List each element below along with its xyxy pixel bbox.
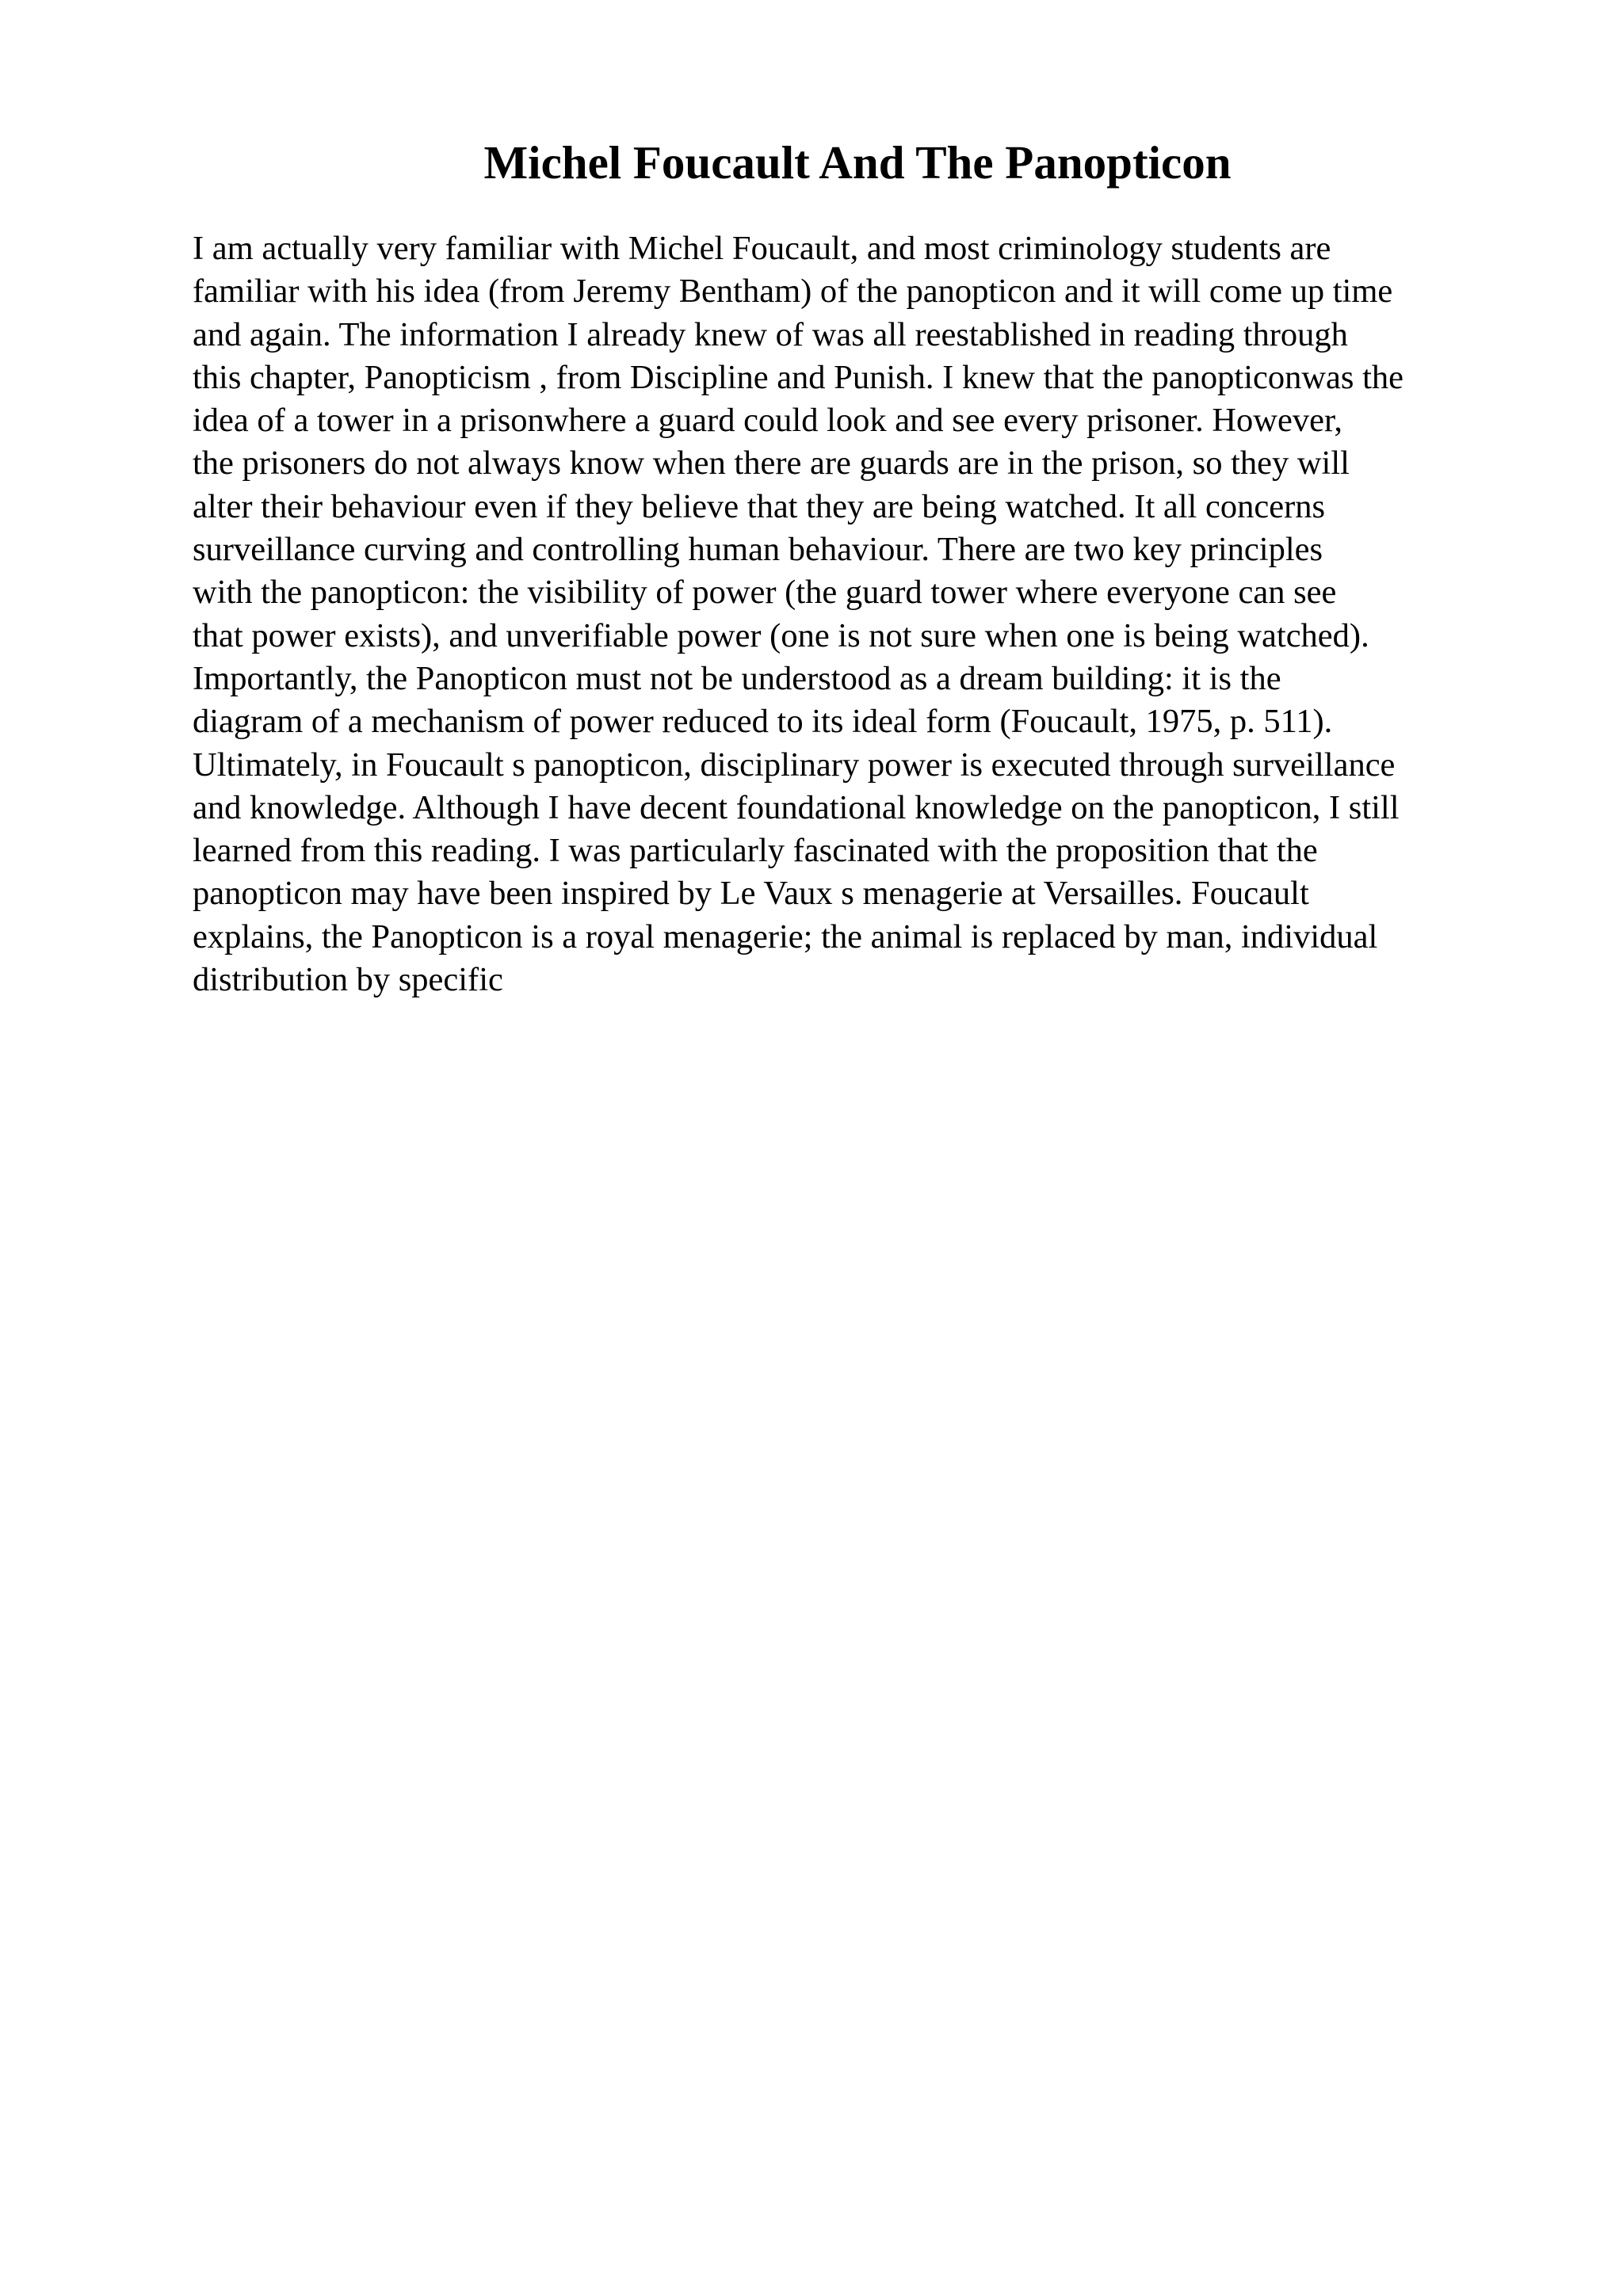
body-text-line: and again. The information I already knew of was all reestablished in reading through (193, 315, 1348, 353)
document-body (193, 227, 1556, 1001)
body-text-line: distribution by specific (193, 961, 503, 999)
body-text-line: familiar with his idea (from Jeremy Bentham) of the panopticon and it will come up time (193, 273, 1393, 311)
body-text-line: I am actually very familiar with Michel Foucault, and most criminology students are (193, 230, 1331, 267)
body-text-line: idea of a tower in a prisonwhere a guard could look and see every prisoner. However, (193, 402, 1343, 440)
body-text-line: learned from this reading. I was particularly fascinated with the proposition that the (193, 832, 1318, 870)
body-text-line: this chapter, Panopticism , from Discipline and Punish. I knew that the panopticonwas the (193, 358, 1404, 396)
body-text-line: diagram of a mechanism of power reduced to its ideal form (Foucault, 1975, p. 511). (193, 703, 1333, 741)
body-text-line: surveillance curving and controlling human behaviour. There are two key principles (193, 531, 1323, 569)
body-text-line: panopticon may have been inspired by Le Vaux s menagerie at Versailles. Foucault (193, 875, 1309, 913)
body-text-line: alter their behaviour even if they believe that they are being watched. It all concerns (193, 487, 1326, 525)
body-text-line: Importantly, the Panopticon must not be understood as a dream building: it is the (193, 659, 1281, 697)
body-text-line: explains, the Panopticon is a royal menagerie; the animal is replaced by man, individual (193, 917, 1378, 955)
body-text-line: that power exists), and unverifiable power (one is not sure when one is being watched). (193, 616, 1369, 654)
body-text-line: with the panopticon: the visibility of power (the guard tower where everyone can see (193, 574, 1337, 612)
document-title: Michel Foucault And The Panopticon (483, 136, 1232, 189)
body-text-line: the prisoners do not always know when there are guards are in the prison, so they will (193, 444, 1350, 482)
body-text-line: Ultimately, in Foucault s panopticon, disciplinary power is executed through surveillance (193, 746, 1396, 784)
body-text-line: and knowledge. Although I have decent foundational knowledge on the panopticon, I still (193, 788, 1400, 826)
